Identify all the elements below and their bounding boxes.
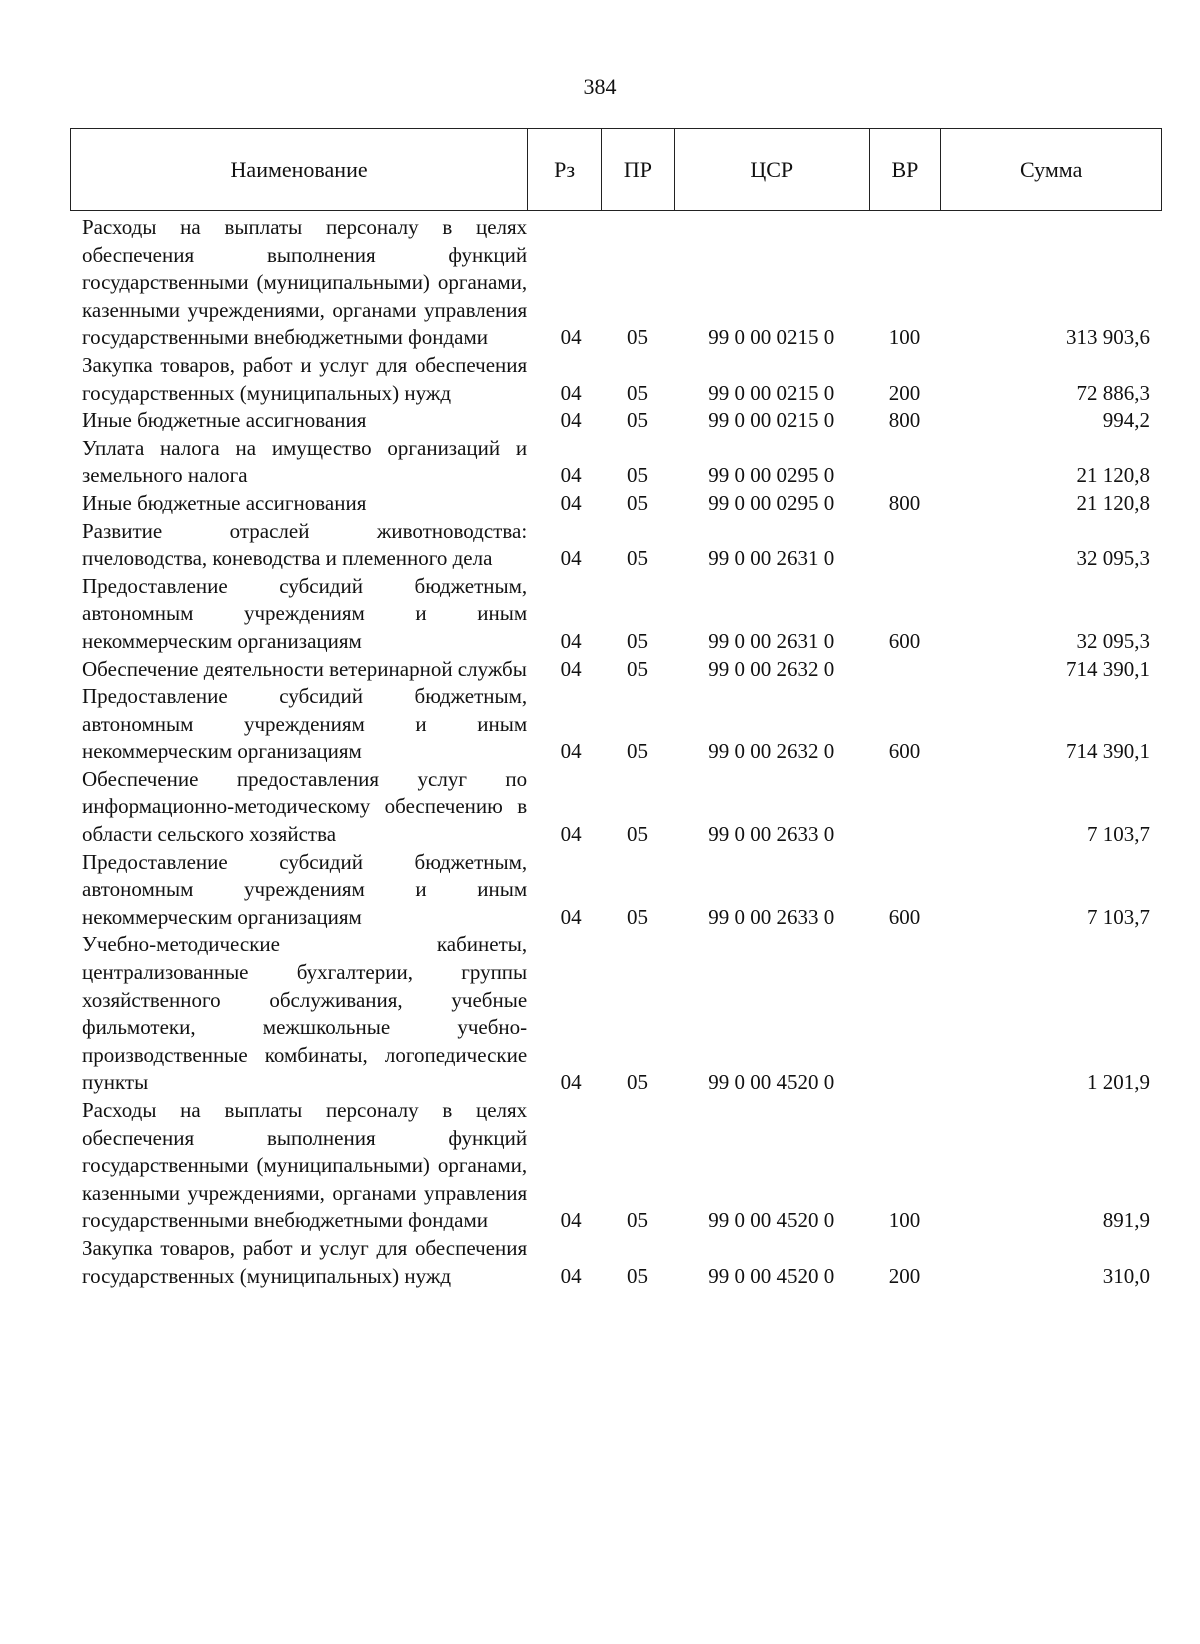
row-rz: 04 [560, 463, 582, 488]
row-csr: 99 0 00 2633 0 [708, 822, 835, 847]
row-sum: 891,9 [1102, 1208, 1150, 1233]
row-pr: 05 [626, 628, 648, 653]
row-name: Учебно-методические кабинеты, централизованные бухгалтерии, группы хозяйственного обслуживания, учебные фильмотеки, межшкольные учебно-производственные комбинаты, логопедические пункты [82, 932, 528, 1095]
table-row [70, 1235, 1162, 1290]
row-rz: 04 [560, 1263, 582, 1288]
row-csr: 99 0 00 2632 0 [708, 656, 835, 681]
row-sum: 1 201,9 [1087, 1070, 1150, 1095]
row-csr: 99 0 00 2632 0 [708, 739, 835, 764]
row-sum: 7 103,7 [1087, 822, 1150, 847]
row-rz: 04 [560, 656, 582, 681]
row-pr: 05 [626, 490, 648, 515]
table-row [70, 573, 1162, 656]
row-pr: 05 [626, 325, 648, 350]
row-vr: 600 [888, 904, 921, 929]
row-csr: 99 0 00 0295 0 [708, 490, 835, 515]
table-row [70, 656, 1162, 684]
row-name: Иные бюджетные ассигнования [82, 490, 367, 515]
row-name: Развитие отраслей животноводства: пчеловодства, коневодства и племенного дела [82, 518, 528, 571]
row-csr: 99 0 00 0215 0 [708, 380, 835, 405]
header-csr: ЦСР [675, 129, 870, 210]
row-name: Расходы на выплаты персоналу в целях обеспечения выполнения функций государственными (муниципальными) органами, казенными учреждениями, органами управления государственными внебюджетными фондами [82, 215, 528, 350]
table-row [70, 931, 1162, 1097]
row-pr: 05 [626, 1263, 648, 1288]
row-sum: 714 390,1 [1066, 656, 1150, 681]
row-name: Расходы на выплаты персоналу в целях обеспечения выполнения функций государственными (муниципальными) органами, казенными учреждениями, органами управления государственными внебюджетными фондами [82, 1098, 528, 1233]
row-name: Уплата налога на имущество организаций и земельного налога [82, 435, 528, 488]
row-csr: 99 0 00 4520 0 [708, 1070, 835, 1095]
row-name: Закупка товаров, работ и услуг для обеспечения государственных (муниципальных) нужд [82, 1235, 528, 1288]
row-name: Иные бюджетные ассигнования [82, 408, 367, 433]
row-csr: 99 0 00 2633 0 [708, 904, 835, 929]
row-vr: 600 [888, 739, 921, 764]
row-csr: 99 0 00 0295 0 [708, 463, 835, 488]
table-header [70, 128, 1162, 211]
table-row [70, 1097, 1162, 1235]
row-name: Обеспечение предоставления услуг по информационно-методическому обеспечению в области сельского хозяйства [82, 766, 528, 847]
table-row [70, 518, 1162, 573]
row-rz: 04 [560, 904, 582, 929]
row-name: Предоставление субсидий бюджетным, автономным учреждениям и иным некоммерческим организациям [82, 573, 528, 653]
row-csr: 99 0 00 0215 0 [708, 408, 835, 433]
row-rz: 04 [560, 408, 582, 433]
row-rz: 04 [560, 628, 582, 653]
row-rz: 04 [560, 822, 582, 847]
row-rz: 04 [560, 546, 582, 571]
row-name: Предоставление субсидий бюджетным, автономным учреждениям и иным некоммерческим организациям [82, 684, 528, 764]
row-name: Предоставление субсидий бюджетным, автономным учреждениям и иным некоммерческим организациям [82, 849, 528, 929]
row-pr: 05 [626, 1070, 648, 1095]
header-sum: Сумма [1020, 156, 1083, 182]
table-row [70, 849, 1162, 932]
row-pr: 05 [626, 822, 648, 847]
row-sum: 313 903,6 [1066, 325, 1150, 350]
row-pr: 05 [626, 463, 648, 488]
row-name: Закупка товаров, работ и услуг для обеспечения государственных (муниципальных) нужд [82, 352, 528, 405]
row-rz: 04 [560, 739, 582, 764]
page-number: 384 [583, 74, 617, 99]
table-body [70, 214, 1162, 1290]
table-row [70, 490, 1162, 518]
row-sum: 7 103,7 [1087, 904, 1150, 929]
table-row [70, 214, 1162, 352]
row-vr: 800 [888, 490, 921, 515]
header-rz: Рз [528, 129, 602, 210]
row-pr: 05 [626, 546, 648, 571]
row-sum: 714 390,1 [1066, 739, 1150, 764]
row-vr: 100 [888, 1208, 921, 1233]
row-vr: 100 [888, 325, 921, 350]
row-vr: 800 [888, 408, 921, 433]
row-sum: 310,0 [1102, 1263, 1150, 1288]
row-sum: 72 886,3 [1076, 380, 1150, 405]
row-pr: 05 [626, 1208, 648, 1233]
row-pr: 05 [626, 739, 648, 764]
row-csr: 99 0 00 0215 0 [708, 325, 835, 350]
row-sum: 21 120,8 [1076, 490, 1150, 515]
row-rz: 04 [560, 490, 582, 515]
table-row [70, 766, 1162, 849]
row-csr: 99 0 00 4520 0 [708, 1208, 835, 1233]
row-rz: 04 [560, 325, 582, 350]
table-row [70, 435, 1162, 490]
row-sum: 994,2 [1102, 408, 1150, 433]
row-pr: 05 [626, 904, 648, 929]
row-csr: 99 0 00 4520 0 [708, 1263, 835, 1288]
table-row [70, 683, 1162, 766]
row-vr: 600 [888, 628, 921, 653]
row-rz: 04 [560, 380, 582, 405]
header-vr: ВР [870, 129, 942, 210]
table-row [70, 407, 1162, 435]
row-pr: 05 [626, 380, 648, 405]
row-sum: 32 095,3 [1076, 628, 1150, 653]
row-sum: 21 120,8 [1076, 463, 1150, 488]
row-csr: 99 0 00 2631 0 [708, 628, 835, 653]
row-rz: 04 [560, 1070, 582, 1095]
row-sum: 32 095,3 [1076, 546, 1150, 571]
row-rz: 04 [560, 1208, 582, 1233]
table-row [70, 352, 1162, 407]
header-pr: ПР [602, 129, 675, 210]
header-name: Наименование [71, 129, 528, 210]
row-csr: 99 0 00 2631 0 [708, 546, 835, 571]
row-vr: 200 [888, 380, 921, 405]
row-name: Обеспечение деятельности ветеринарной службы [82, 656, 527, 681]
row-pr: 05 [626, 656, 648, 681]
row-pr: 05 [626, 408, 648, 433]
row-vr: 200 [888, 1263, 921, 1288]
